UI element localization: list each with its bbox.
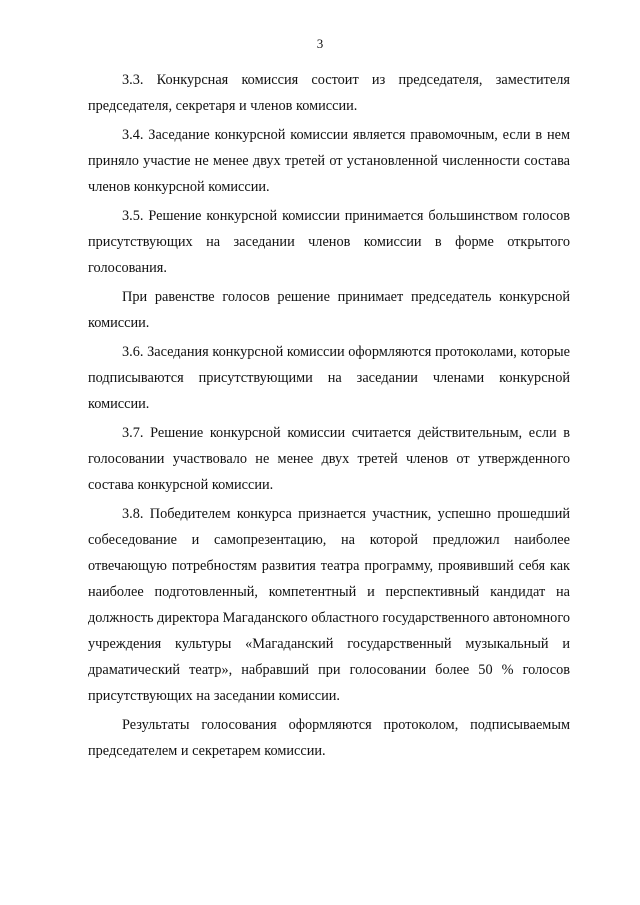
paragraph-3-4: 3.4. Заседание конкурсной комиссии является правомочным, если в нем приняло участие не менее двух третей от установленной численности состава членов конкурсной комиссии. <box>88 127 570 195</box>
paragraph-3-3: 3.3. Конкурсная комиссия состоит из председателя, заместителя председателя, секретаря и членов комиссии. <box>88 72 570 114</box>
page-number: 3 <box>316 36 324 51</box>
paragraph-tie-vote: При равенстве голосов решение принимает председатель конкурсной комиссии. <box>88 289 570 331</box>
paragraph-results: Результаты голосования оформляются протоколом, подписываемым председателем и секретарем комиссии. <box>88 717 570 759</box>
paragraph-3-5: 3.5. Решение конкурсной комиссии принимается большинством голосов присутствующих на заседании членов комиссии в форме открытого голосования. <box>88 208 570 276</box>
paragraph-3-6: 3.6. Заседания конкурсной комиссии оформляются протоколами, которые подписываются присутствующими на заседании членами конкурсной комиссии. <box>88 344 570 412</box>
paragraph-3-7: 3.7. Решение конкурсной комиссии считается действительным, если в голосовании участвовало не менее двух третей членов от утвержденного состава конкурсной комиссии. <box>88 425 570 493</box>
paragraph-3-8: 3.8. Победителем конкурса признается участник, успешно прошедший собеседование и самопрезентацию, на которой предложил наиболее отвечающую потребностям развития театра программу, проявивший себя как наиболее подготовленный, компетентный и перспективный кандидат на должность директора Магаданского областного государственного автономного учреждения культуры «Магаданский государственный музыкальный и драматический театр», набравший при голосовании более 50 % голосов присутствующих на заседании комиссии. <box>88 506 570 704</box>
document-body <box>88 67 570 767</box>
